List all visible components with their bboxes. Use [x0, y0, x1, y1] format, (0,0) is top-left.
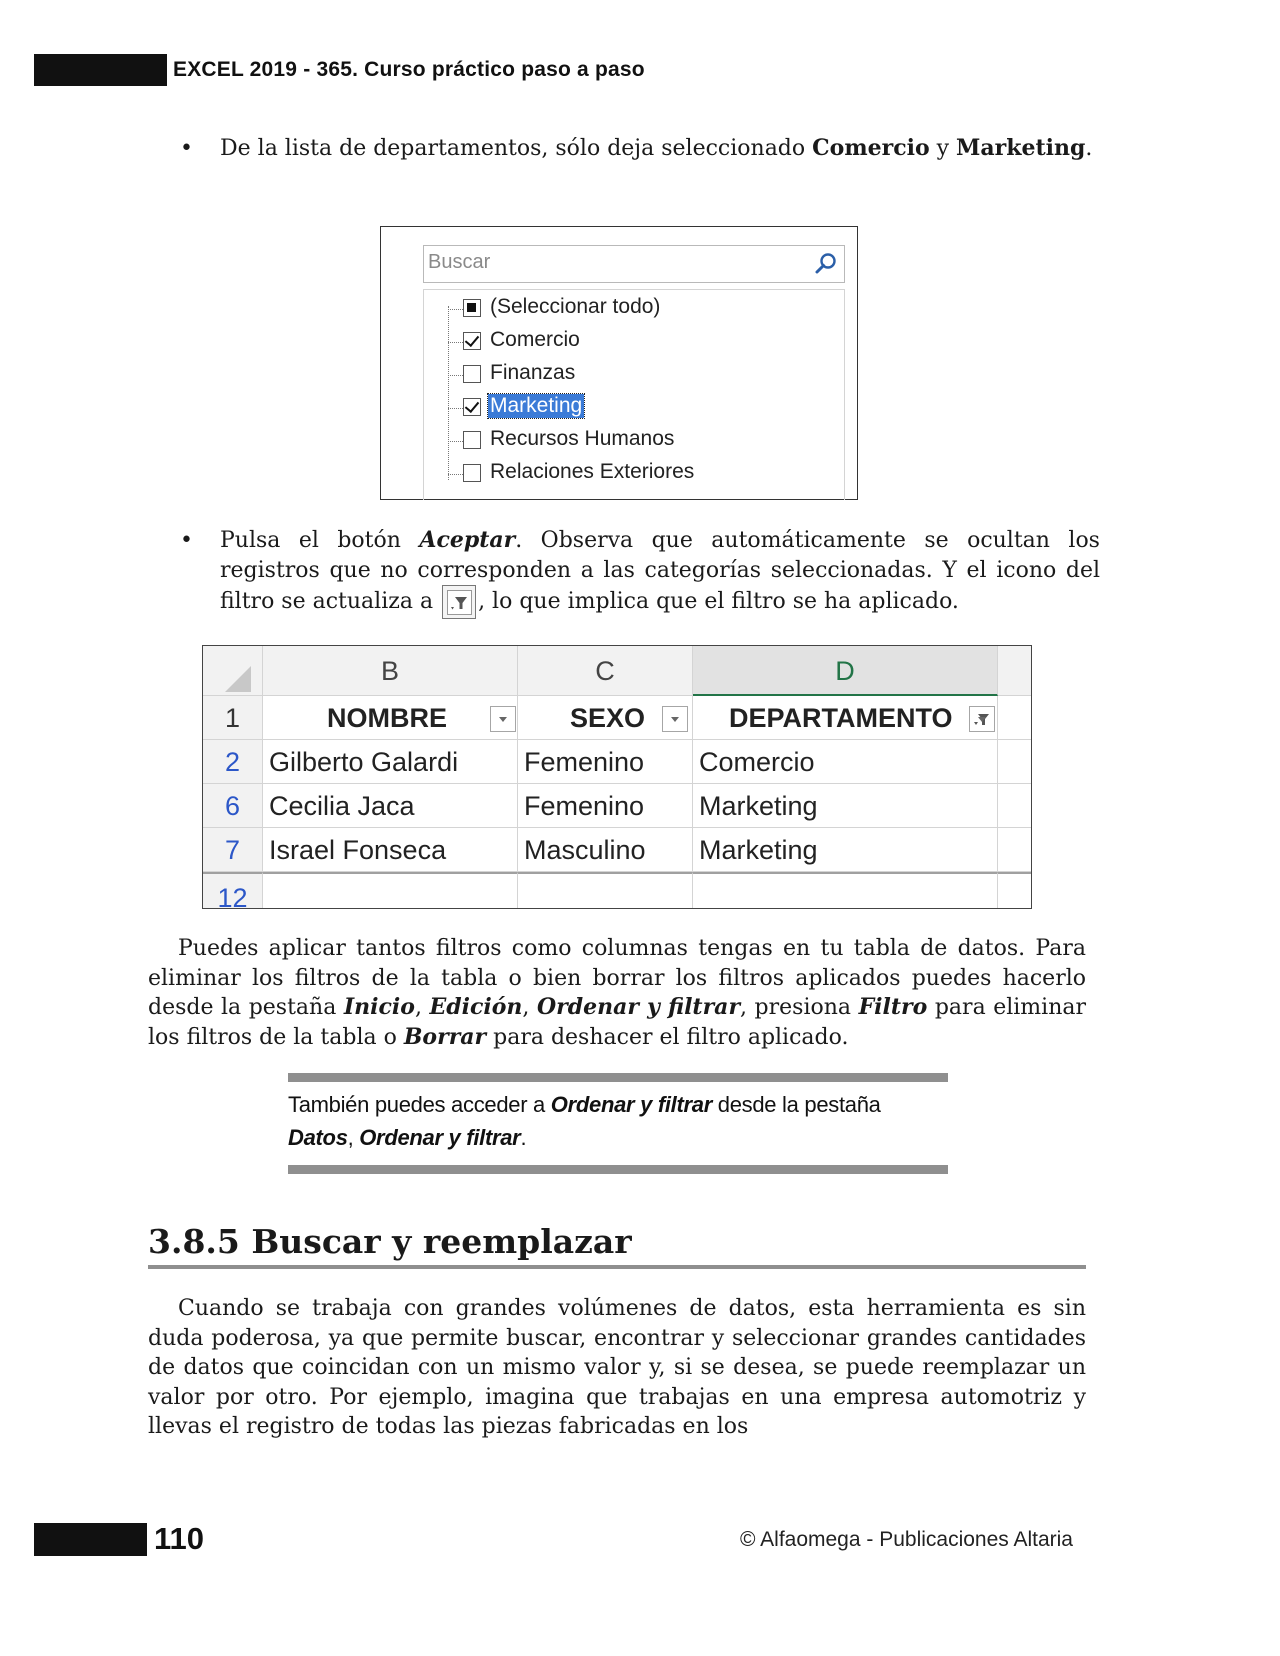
bold-term: Ordenar y filtrar	[536, 994, 741, 1020]
filter-dropdown-button[interactable]	[490, 706, 516, 732]
tree-connector	[448, 306, 449, 480]
search-placeholder: Buscar	[428, 251, 491, 273]
bullet-text: . Observa que automáticamente se ocultan los registros que no corresponden a las categorías seleccionadas. Y el icono del filtro se actualiza a	[220, 528, 1100, 614]
checkbox-partial[interactable]	[463, 299, 481, 317]
bullet-marker: •	[180, 528, 193, 553]
bullet-text: , lo que implica que el filtro se ha aplicado.	[478, 589, 959, 614]
body-paragraph-2: Cuando se trabaja con grandes volúmenes de datos, esta herramienta es sin duda poderosa, ya que permite buscar, encontrar y seleccionar grandes cantidades de datos que coincidan con un mismo valor y, si se desea, se puede reemplazar un valor por otro. Por ejemplo, imagina que trabajas en una empresa automotriz y llevas el registro de todas las piezas fabricadas en los	[148, 1296, 1086, 1439]
list-item-label-selected: Marketing	[490, 394, 583, 417]
paragraph-text: ,	[414, 995, 430, 1020]
empty-cell	[998, 696, 1032, 740]
empty-cell	[998, 784, 1032, 828]
note-box	[288, 1088, 948, 1154]
note-text: .	[520, 1125, 527, 1150]
list-item-label: Relaciones Exteriores	[490, 460, 695, 483]
bold-term: Edición	[429, 994, 523, 1020]
filter-dropdown-button[interactable]	[662, 706, 688, 732]
checkbox-checked[interactable]	[463, 332, 481, 350]
row-header[interactable]: 6	[203, 784, 263, 828]
checkbox-unchecked[interactable]	[463, 431, 481, 449]
table-cell[interactable]: Marketing	[693, 784, 998, 828]
column-header-c[interactable]: C	[518, 646, 693, 696]
row-header[interactable]: 12	[203, 872, 263, 909]
spreadsheet-figure	[202, 645, 1032, 909]
empty-cell[interactable]	[693, 872, 998, 909]
bold-term: Inicio	[343, 994, 415, 1020]
note-rule-bottom	[288, 1165, 948, 1174]
note-text: También puedes acceder a	[288, 1092, 551, 1117]
empty-cell	[998, 740, 1032, 784]
bullet-item-2	[180, 526, 1100, 619]
header-label: NOMBRE	[327, 703, 447, 733]
column-header-b[interactable]: B	[263, 646, 518, 696]
table-cell[interactable]: Femenino	[518, 784, 693, 828]
table-cell[interactable]: Femenino	[518, 740, 693, 784]
bold-term: Comercio	[812, 135, 930, 161]
note-text: ,	[347, 1125, 360, 1150]
empty-cell	[998, 872, 1032, 909]
bold-term: Borrar	[403, 1023, 487, 1050]
paragraph-text: para deshacer el filtro aplicado.	[486, 1024, 849, 1050]
bullet-item-1	[180, 134, 1100, 164]
select-all-corner[interactable]	[203, 646, 263, 696]
note-text: desde la pestaña	[711, 1092, 881, 1117]
footer-copyright: © Alfaomega - Publicaciones Altaria	[740, 1528, 1073, 1551]
empty-cell[interactable]	[263, 872, 518, 909]
column-header-empty	[998, 646, 1032, 696]
search-icon	[814, 252, 838, 276]
checkbox-list	[423, 289, 845, 500]
header-bar	[34, 54, 167, 86]
bullet-text: Pulsa el botón	[220, 528, 420, 553]
page-number: 110	[154, 1521, 205, 1556]
bullet-text: De la lista de departamentos, sólo deja seleccionado	[220, 136, 813, 161]
bullet-text: .	[1085, 136, 1093, 161]
section-heading: 3.8.5 Buscar y reemplazar	[148, 1222, 632, 1261]
list-item-label: Comercio	[490, 328, 580, 351]
table-cell[interactable]: Gilberto Galardi	[263, 740, 518, 784]
row-header-1[interactable]: 1	[203, 696, 263, 740]
filter-applied-button[interactable]	[969, 706, 995, 732]
header-cell-departamento[interactable]	[693, 696, 998, 740]
header-cell-nombre[interactable]	[263, 696, 518, 740]
table-cell[interactable]: Comercio	[693, 740, 998, 784]
paragraph-text: para eliminar los filtros de la tabla o	[148, 995, 1086, 1050]
bullet-text: y	[929, 136, 957, 161]
column-header-d[interactable]: D	[693, 646, 998, 696]
table-cell[interactable]: Cecilia Jaca	[263, 784, 518, 828]
row-header[interactable]: 2	[203, 740, 263, 784]
bullet-marker: •	[180, 136, 193, 161]
checkbox-checked[interactable]	[463, 398, 481, 416]
bold-term: Filtro	[858, 994, 928, 1020]
checkbox-unchecked[interactable]	[463, 365, 481, 383]
table-cell[interactable]: Israel Fonseca	[263, 828, 518, 872]
search-input[interactable]	[423, 245, 845, 283]
table-cell[interactable]: Marketing	[693, 828, 998, 872]
paragraph-text: Puedes aplicar tantos filtros como columnas tengas en tu tabla de datos. Para eliminar los filtros de la tabla o bien borrar los filtros aplicados puedes hacerlo desde la pestaña	[148, 936, 1086, 1020]
bold-term: Datos	[288, 1125, 348, 1150]
paragraph-text: ,	[522, 995, 537, 1020]
bold-term: Aceptar	[419, 527, 516, 553]
body-paragraph-1	[148, 934, 1086, 1052]
list-item-label: Recursos Humanos	[490, 427, 675, 450]
footer-bar	[34, 1523, 147, 1556]
section-rule	[148, 1265, 1086, 1269]
filter-list-figure	[380, 226, 858, 500]
filter-applied-icon	[442, 585, 476, 619]
note-rule-top	[288, 1073, 948, 1082]
table-cell[interactable]: Masculino	[518, 828, 693, 872]
empty-cell[interactable]	[518, 872, 693, 909]
paragraph-text: , presiona	[740, 995, 859, 1020]
header-label: SEXO	[570, 703, 646, 733]
list-item-label: Finanzas	[490, 361, 576, 384]
header-label: DEPARTAMENTO	[729, 703, 953, 733]
bold-term: Marketing	[956, 135, 1086, 161]
list-item-label: (Seleccionar todo)	[490, 295, 661, 318]
running-header-title: EXCEL 2019 - 365. Curso práctico paso a paso	[173, 58, 645, 81]
bold-term: Ordenar y filtrar	[550, 1092, 712, 1117]
row-header[interactable]: 7	[203, 828, 263, 872]
bold-term: Ordenar y filtrar	[359, 1125, 521, 1150]
checkbox-unchecked[interactable]	[463, 464, 481, 482]
empty-cell	[998, 828, 1032, 872]
